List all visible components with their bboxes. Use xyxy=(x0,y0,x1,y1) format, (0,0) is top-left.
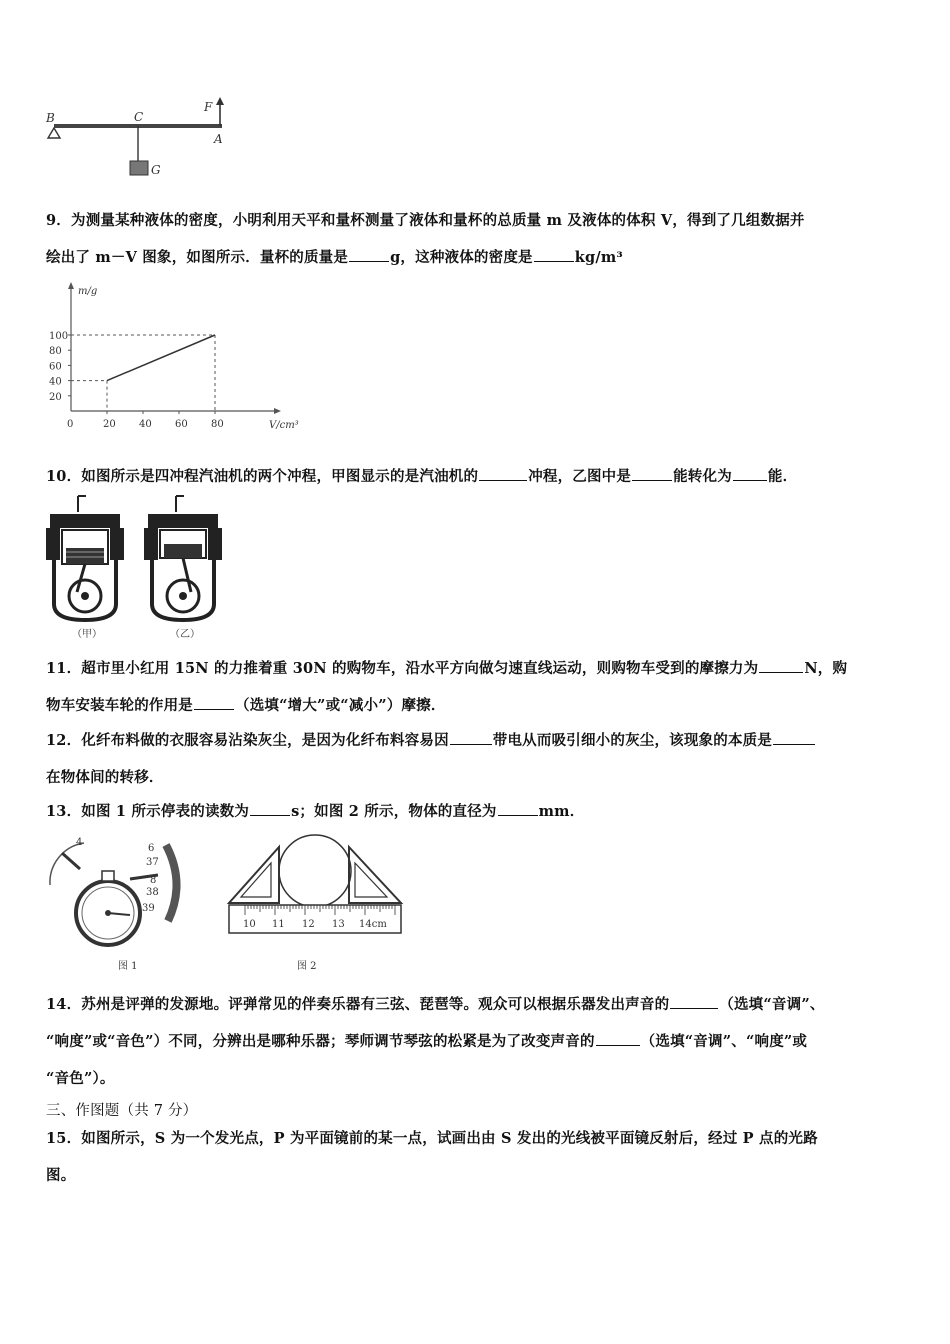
x-axis-label: V/cm³ xyxy=(269,420,299,431)
q11-line-2 xyxy=(46,687,908,724)
engine-figures xyxy=(40,492,230,642)
question-14 xyxy=(46,986,908,1097)
q12-line-1 xyxy=(46,722,908,759)
q9-text-c: kg/m³ xyxy=(574,249,623,266)
answer-blank-energy-to[interactable] xyxy=(733,466,767,481)
fig1-caption: 图 1 xyxy=(118,961,138,972)
y-axis-label: m/g xyxy=(78,286,98,297)
answer-blank-pitch[interactable] xyxy=(596,1031,640,1046)
q9-line-2 xyxy=(46,239,908,276)
q9-text-b: g，这种液体的密度是 xyxy=(390,249,533,266)
q12-text-a: 12．化纤布料做的衣服容易沾染灰尘，是因为化纤布料容易因 xyxy=(46,732,449,749)
engine-left xyxy=(46,496,124,620)
lever-figure xyxy=(40,95,250,185)
label-a: A xyxy=(214,132,223,146)
answer-blank-stopwatch[interactable] xyxy=(250,801,290,816)
q14-line-3: “音色”）。 xyxy=(46,1070,115,1087)
q11-text-b: N，购 xyxy=(804,660,848,677)
answer-blank-density[interactable] xyxy=(534,247,574,262)
q11-text-c: 物车安装车轮的作用是 xyxy=(46,697,193,714)
stopwatch-figure xyxy=(40,833,200,978)
q11-line-1 xyxy=(46,650,908,687)
engine-caption-left: （甲） xyxy=(72,629,102,640)
dial-number-39: 39 xyxy=(142,903,155,914)
question-13 xyxy=(46,793,908,830)
q12-text-b: 带电从而吸引细小的灰尘，该现象的本质是 xyxy=(492,732,773,749)
q13-text-b: s；如图 2 所示，物体的直径为 xyxy=(291,803,497,820)
q10-text-d: 能． xyxy=(767,468,798,485)
answer-blank-timbre[interactable] xyxy=(670,994,718,1009)
x-axis-arrow xyxy=(274,408,281,414)
dial-number-4: 4 xyxy=(76,837,83,848)
q14-text-c: “响度”或“音色”）不同，分辨出是哪种乐器；琴师调节琴弦的松紧是为了改变声音的 xyxy=(46,1033,595,1050)
dial-number-37: 37 xyxy=(146,857,159,868)
ruler-label-11: 11 xyxy=(272,919,285,930)
q10-line-1 xyxy=(46,458,908,495)
answer-blank-diameter[interactable] xyxy=(498,801,538,816)
q9-text-a: 绘出了 m－V 图象，如图所示．量杯的质量是 xyxy=(46,249,349,266)
y-tick-label-40: 40 xyxy=(49,376,62,388)
q9-line-1: 9．为测量某种液体的密度，小明利用天平和量杯测量了液体和量杯的总质量 m 及液体的体积 V，得到了几组数据并 xyxy=(46,212,805,229)
label-g: G xyxy=(151,163,161,177)
dial-number-38: 38 xyxy=(146,887,159,898)
dial-number-6: 6 xyxy=(148,843,155,854)
q14-line-1 xyxy=(46,986,908,1023)
answer-blank-essence[interactable] xyxy=(773,730,815,745)
label-b: B xyxy=(46,111,55,125)
q10-text-a: 10．如图所示是四冲程汽油机的两个冲程，甲图显示的是汽油机的 xyxy=(46,468,479,485)
engine-right xyxy=(144,496,222,620)
answer-blank-energy-from[interactable] xyxy=(632,466,672,481)
ruler-label-13: 13 xyxy=(332,919,345,930)
x-tick-label-60: 60 xyxy=(175,419,188,430)
q15-line-2: 图。 xyxy=(46,1167,76,1184)
y-tick-label-20: 20 xyxy=(49,391,62,403)
q13-line-1 xyxy=(46,793,908,830)
ruler-label-12: 12 xyxy=(302,919,315,930)
q11-text-d: （选填“增大”或“减小”）摩擦． xyxy=(235,697,446,714)
label-c: C xyxy=(134,110,144,124)
engine-caption-right: （乙） xyxy=(170,629,200,640)
question-11 xyxy=(46,650,908,724)
label-f: F xyxy=(204,100,213,114)
q10-text-c: 能转化为 xyxy=(673,468,732,485)
q13-text-c: mm． xyxy=(538,803,585,820)
answer-blank-cup-mass[interactable] xyxy=(349,247,389,262)
q14-line-2 xyxy=(46,1023,908,1060)
q14-text-d: （选填“音调”、“响度”或 xyxy=(640,1033,808,1050)
m-v-chart xyxy=(40,280,320,440)
q15-line-1: 15．如图所示，S 为一个发光点，P 为平面镜前的某一点，试画出由 S 发出的光线被平面镜反射后，经过 P 点的光路 xyxy=(46,1130,818,1147)
question-12 xyxy=(46,722,908,796)
answer-blank-friction[interactable] xyxy=(759,658,803,673)
fig2-caption: 图 2 xyxy=(297,961,317,972)
ruler-label-10: 10 xyxy=(243,919,256,930)
q14-text-b: （选填“音调”、 xyxy=(719,996,825,1013)
y-tick-label-80: 80 xyxy=(49,346,62,358)
answer-blank-wheels[interactable] xyxy=(194,695,234,710)
ruler-figure xyxy=(225,833,410,978)
dial-number-8: 8 xyxy=(150,875,157,886)
q13-text-a: 13．如图 1 所示停表的读数为 xyxy=(46,803,250,820)
data-line xyxy=(107,335,215,381)
q10-text-b: 冲程，乙图中是 xyxy=(528,468,632,485)
q12-line-2: 在物体间的转移． xyxy=(46,769,164,786)
x-tick-label-80: 80 xyxy=(211,419,224,430)
y-tick-label-60: 60 xyxy=(49,361,62,373)
x-tick-label-20: 20 xyxy=(103,419,116,430)
question-9 xyxy=(46,202,908,276)
question-15 xyxy=(46,1120,908,1194)
x-tick-label-40: 40 xyxy=(139,419,152,430)
ruler-label-14cm: 14cm xyxy=(359,919,387,930)
answer-blank-stroke[interactable] xyxy=(479,466,527,481)
question-10 xyxy=(46,458,908,495)
q14-text-a: 14．苏州是评弹的发源地。评弹常见的伴奏乐器有三弦、琵琶等。观众可以根据乐器发出声音的 xyxy=(46,996,670,1013)
q11-text-a: 11．超市里小红用 15N 的力推着重 30N 的购物车，沿水平方向做匀速直线运动，则购物车受到的摩擦力为 xyxy=(46,660,759,677)
answer-blank-charging[interactable] xyxy=(450,730,492,745)
section-3-title: 三、作图题（共 7 分） xyxy=(46,1103,198,1119)
y-axis-arrow xyxy=(68,282,74,289)
y-tick-label-100: 100 xyxy=(49,331,69,342)
x-tick-label-0: 0 xyxy=(67,419,74,430)
